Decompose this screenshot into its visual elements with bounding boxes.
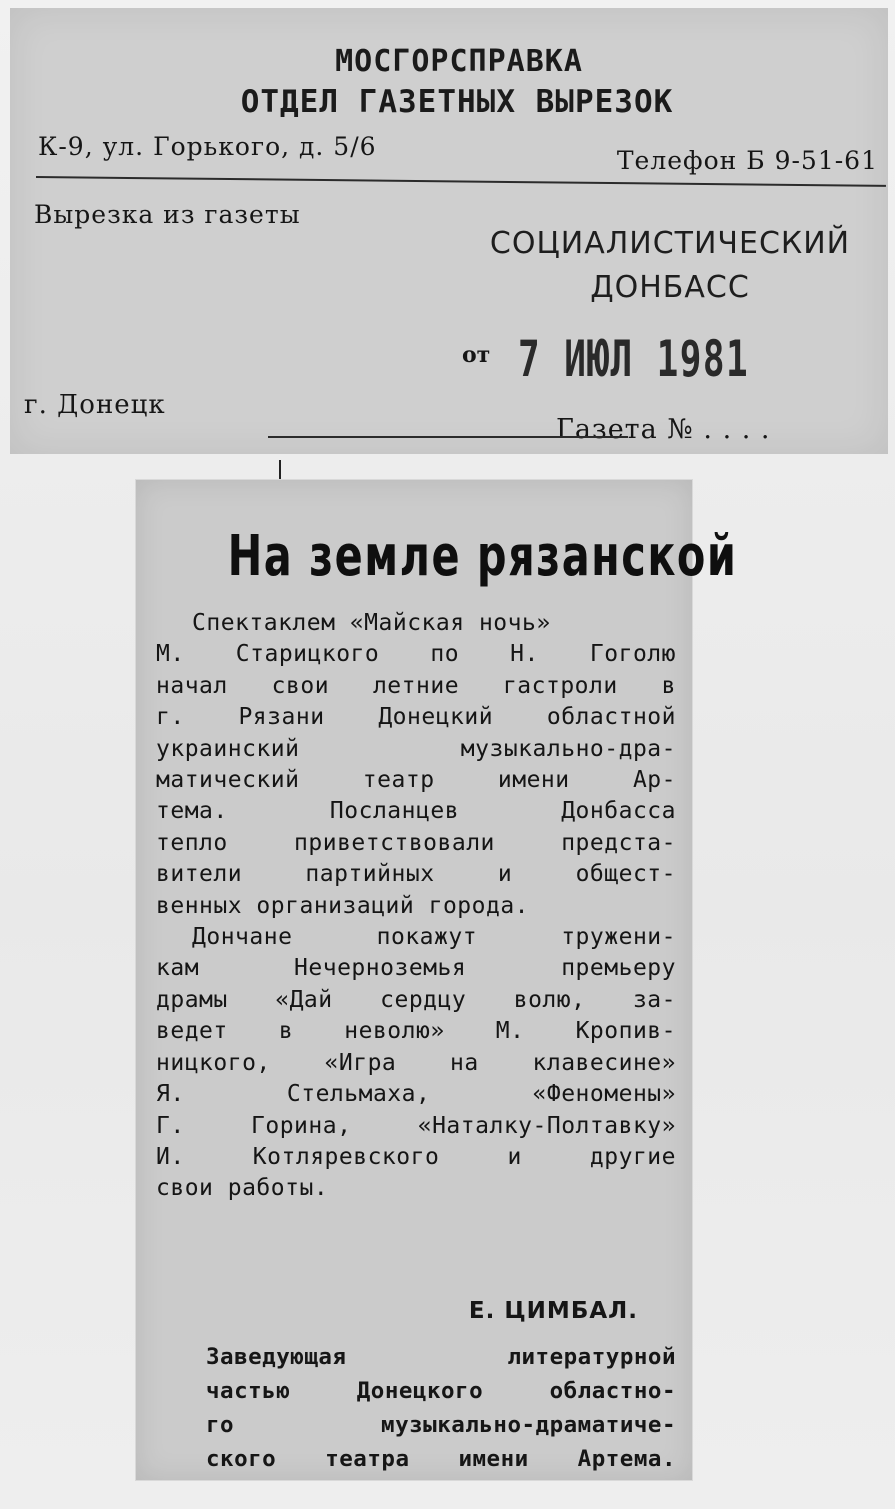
newspaper-clipping bbox=[136, 480, 738, 1480]
divider-line-bottom bbox=[268, 436, 628, 438]
org-name-line1: МОСГОРСПРАВКА bbox=[335, 44, 583, 79]
bio-line: Заведующая литературной bbox=[206, 1344, 676, 1370]
article-line: кам Нечерноземья премьеру bbox=[156, 955, 676, 982]
article-line: Дончане покажут тружени- bbox=[192, 924, 676, 951]
article-line: И. Котляревского и другие bbox=[156, 1143, 676, 1170]
newspaper-name bbox=[450, 222, 890, 310]
paper-mark bbox=[279, 460, 281, 482]
article-headline: На земле рязанской bbox=[227, 524, 738, 589]
article-line: украинский музыкально-дра- bbox=[156, 735, 676, 762]
article-line: г. Рязани Донецкий областной bbox=[156, 704, 676, 731]
issue-number: Газета № . . . . bbox=[556, 414, 771, 445]
article-line: тема. Посланцев Донбасса bbox=[156, 798, 676, 825]
bio-line: го музыкально-драматиче- bbox=[206, 1412, 676, 1438]
author-bio bbox=[206, 1340, 676, 1476]
divider-line bbox=[36, 176, 886, 187]
article-line: Я. Стельмаха, «Феномены» bbox=[156, 1081, 676, 1108]
article-line: венных организаций города. bbox=[156, 892, 530, 919]
address: К-9, ул. Горького, д. 5/6 bbox=[38, 132, 377, 161]
article-line: ведет в неволю» М. Кропив- bbox=[156, 1018, 676, 1045]
cut-from-label: Вырезка из газеты bbox=[34, 200, 301, 229]
org-name-line2: ОТДЕЛ ГАЗЕТНЫХ ВЫРЕЗОК bbox=[240, 84, 674, 120]
article-line: вители партийных и общест- bbox=[156, 861, 676, 888]
article-line: Спектаклем «Майская ночь» bbox=[192, 610, 551, 636]
city: г. Донецк bbox=[24, 390, 166, 420]
article-line: Г. Горина, «Наталку-Полтавку» bbox=[156, 1112, 676, 1139]
date-stamp: 7 ИЮЛ 1981 bbox=[518, 330, 750, 388]
article-body bbox=[156, 608, 676, 1205]
newspaper-name-line2: ДОНБАСС bbox=[590, 270, 750, 305]
article-line: свои работы. bbox=[156, 1175, 329, 1202]
bio-line: частью Донецкого областно- bbox=[206, 1378, 676, 1404]
article-author: Е. ЦИМБАЛ. bbox=[468, 1298, 638, 1324]
article-line: начал свои летние гастроли в bbox=[156, 672, 676, 699]
clipping-service-stamp bbox=[10, 8, 888, 454]
article-line: драмы «Дай сердцу волю, за- bbox=[156, 986, 676, 1013]
from-label: от bbox=[462, 342, 491, 368]
article-line: ницкого, «Игра на клавесине» bbox=[156, 1049, 676, 1076]
newspaper-name-line1: СОЦИАЛИСТИЧЕСКИЙ bbox=[489, 226, 851, 261]
phone-number: Телефон Б 9-51-61 bbox=[616, 146, 878, 175]
article-line: тепло приветствовали предста- bbox=[156, 829, 676, 856]
bio-line: ского театра имени Артема. bbox=[206, 1446, 676, 1472]
article-line: матический театр имени Ар- bbox=[156, 767, 676, 794]
article-line: М. Старицкого по Н. Гоголю bbox=[156, 641, 676, 668]
